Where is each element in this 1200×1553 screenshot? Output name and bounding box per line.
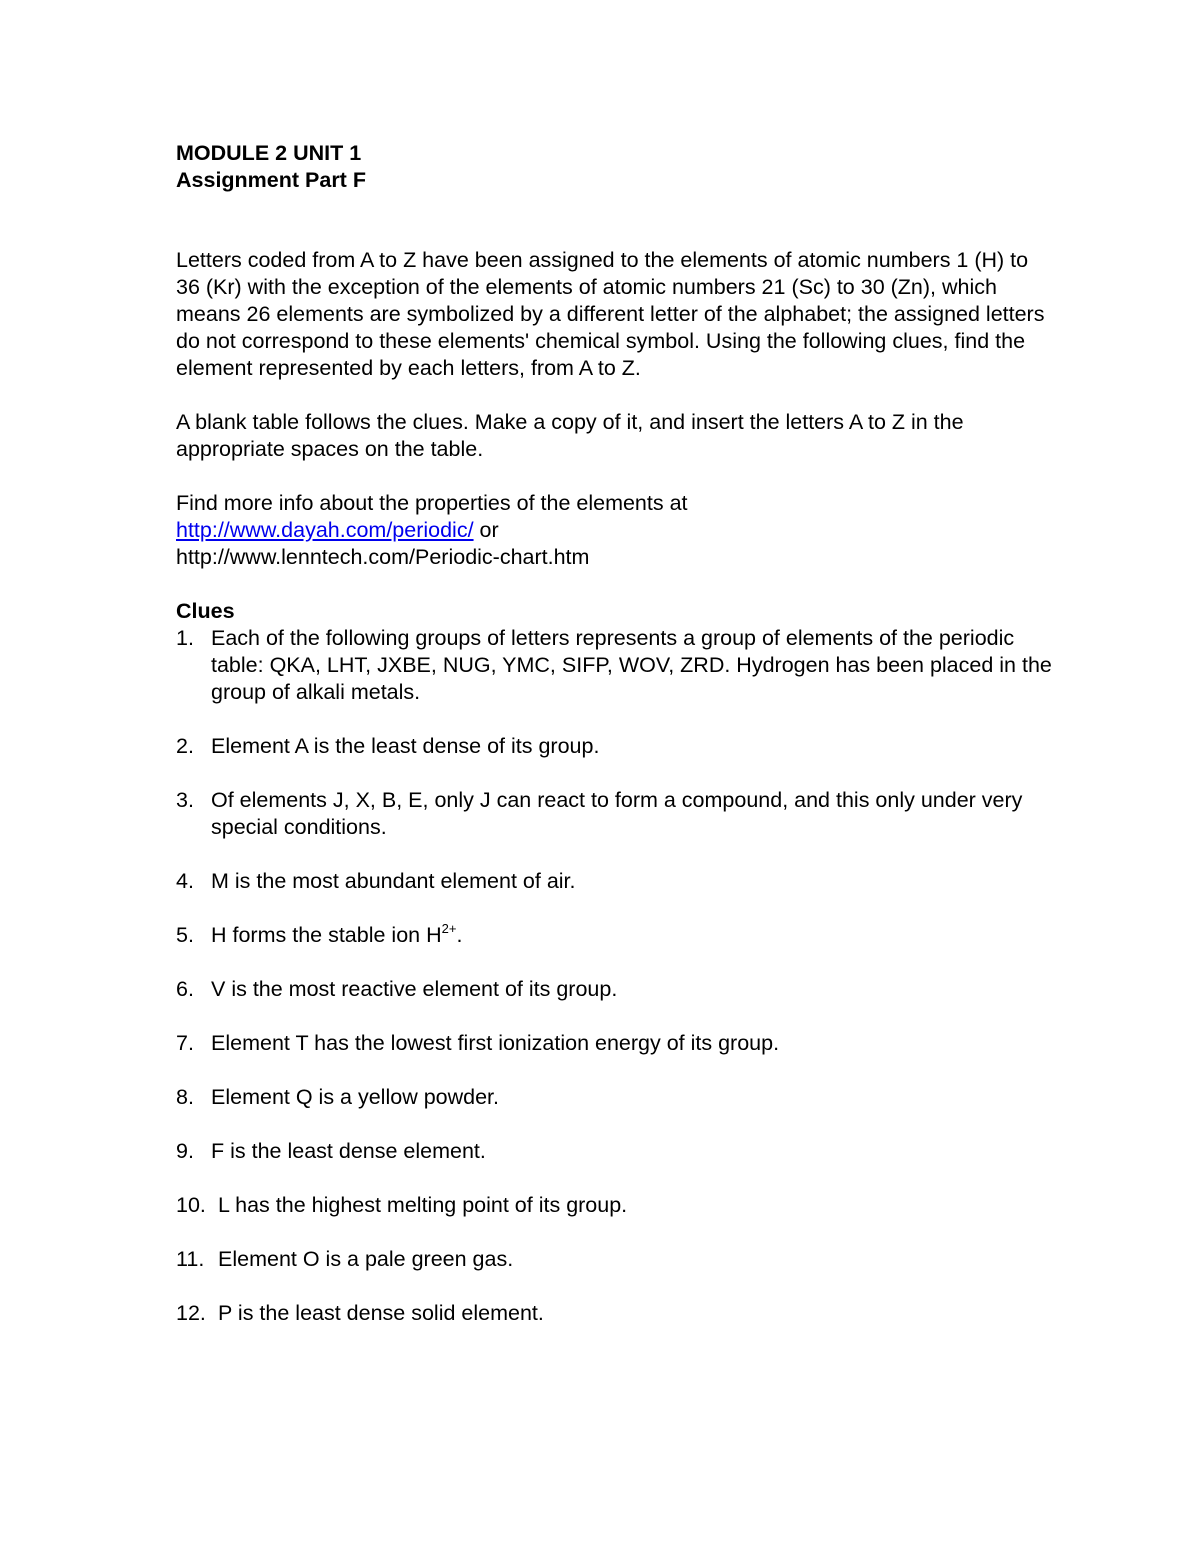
clues-heading: Clues bbox=[176, 599, 235, 623]
clue-number: 4. bbox=[176, 869, 194, 893]
clue-item bbox=[176, 625, 1056, 706]
document-page bbox=[176, 140, 1056, 1354]
clue-number: 12. bbox=[176, 1301, 206, 1325]
instructions-paragraph: A blank table follows the clues. Make a copy of it, and insert the letters A to Z in the appropriate spaces on the table. bbox=[176, 410, 964, 461]
clue-item bbox=[176, 1300, 1056, 1327]
clue-text: Each of the following groups of letters represents a group of elements of the periodic table: QKA, LHT, JXBE, NUG, YMC, SIFP, WOV, ZRD. Hydrogen has been placed in the group of alkali metals. bbox=[211, 626, 1052, 704]
clue-item bbox=[176, 733, 1056, 760]
intro-paragraph: Letters coded from A to Z have been assigned to the elements of atomic numbers 1 (H) to 36 (Kr) with the exception of the elements of atomic numbers 21 (Sc) to 30 (Zn), which means 26 elements are symbolized by a different letter of the alphabet; the assigned letters do not correspond to these elements' chemical symbol. Using the following clues, find the element represented by each letters, from A to Z. bbox=[176, 248, 1045, 380]
clue-item bbox=[176, 1084, 1056, 1111]
clue-item bbox=[176, 1192, 1056, 1219]
clue-text: Element Q is a yellow powder. bbox=[211, 1085, 499, 1109]
clue-number: 8. bbox=[176, 1085, 194, 1109]
clue-number: 2. bbox=[176, 734, 194, 758]
clue-number: 11. bbox=[176, 1247, 205, 1271]
link-connector: or bbox=[473, 518, 499, 542]
clue-item bbox=[176, 787, 1056, 841]
dayah-link[interactable]: http://www.dayah.com/periodic/ bbox=[176, 518, 474, 542]
link-line bbox=[176, 517, 1056, 544]
clue-item bbox=[176, 868, 1056, 895]
clue-number: 3. bbox=[176, 788, 194, 812]
clue-number: 1. bbox=[176, 626, 194, 650]
clue-text: Element O is a pale green gas. bbox=[218, 1247, 514, 1271]
clue-item bbox=[176, 1030, 1056, 1057]
clues-list bbox=[176, 625, 1056, 1327]
clue-text: M is the most abundant element of air. bbox=[211, 869, 576, 893]
clue-item bbox=[176, 1138, 1056, 1165]
clue-item bbox=[176, 922, 1056, 949]
clue-text: V is the most reactive element of its group. bbox=[211, 977, 618, 1001]
clue-number: 7. bbox=[176, 1031, 194, 1055]
ion-charge: 2+ bbox=[441, 921, 457, 936]
assignment-subtitle: Assignment Part F bbox=[176, 168, 366, 192]
clue-number: 10. bbox=[176, 1193, 206, 1217]
clue-text: Of elements J, X, B, E, only J can react to form a compound, and this only under very special conditions. bbox=[211, 788, 1023, 839]
clue-text: F is the least dense element. bbox=[211, 1139, 486, 1163]
lenntech-url: http://www.lenntech.com/Periodic-chart.htm bbox=[176, 545, 590, 569]
clue-text: Element T has the lowest first ionization energy of its group. bbox=[211, 1031, 780, 1055]
clue-item bbox=[176, 976, 1056, 1003]
clue-number: 6. bbox=[176, 977, 194, 1001]
clue-number: 5. bbox=[176, 923, 194, 947]
clue-number: 9. bbox=[176, 1139, 194, 1163]
clue-text: H forms the stable ion H bbox=[211, 923, 442, 947]
module-title: MODULE 2 UNIT 1 bbox=[176, 141, 362, 165]
clue-text: L has the highest melting point of its group. bbox=[218, 1193, 628, 1217]
clue-text: Element A is the least dense of its group. bbox=[211, 734, 600, 758]
clue-text: P is the least dense solid element. bbox=[218, 1301, 544, 1325]
more-info-text: Find more info about the properties of the elements at bbox=[176, 491, 688, 515]
clue-item bbox=[176, 1246, 1056, 1273]
clue-text-end: . bbox=[456, 923, 463, 947]
